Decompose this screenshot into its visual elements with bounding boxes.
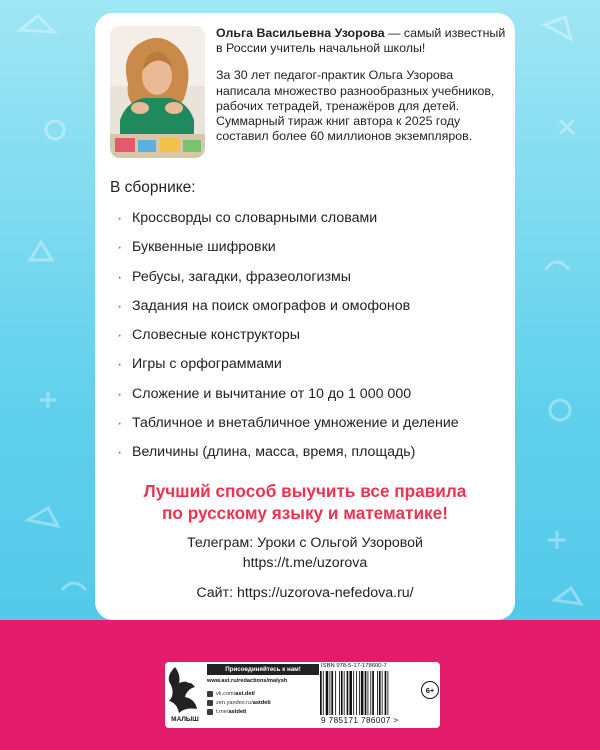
list-item-text: Игры с орфограммами xyxy=(132,356,282,373)
social-icon xyxy=(207,709,213,715)
barcode-number: 9 785171 786007 > xyxy=(321,716,399,725)
isbn: ISBN 978-5-17-178600-7 xyxy=(321,663,387,669)
social-link[interactable] xyxy=(207,698,271,707)
list-item-text: Задания на поиск омографов и омофонов xyxy=(132,297,411,314)
contents-list xyxy=(117,210,459,474)
telegram-link[interactable]: https://t.me/uzorova xyxy=(242,555,368,571)
bullet-icon: · xyxy=(117,385,123,403)
website-link[interactable]: Сайт: https://uzorova-nefedova.ru/ xyxy=(196,585,414,601)
contents-title: В сборнике: xyxy=(110,179,196,196)
list-item-text: Величины (длина, масса, время, площадь) xyxy=(132,444,416,461)
list-item-text: Ребусы, загадки, фразеологизмы xyxy=(132,268,351,285)
social-link-prefix: zen.yandex.ru/ xyxy=(216,699,253,706)
slogan-line: по русскому языку и математике! xyxy=(162,503,448,523)
social-icon xyxy=(207,691,213,697)
social-links xyxy=(207,689,271,716)
list-item xyxy=(117,239,459,268)
social-link-handle: astdeti xyxy=(252,699,271,706)
social-link-prefix: vk.com/ xyxy=(216,690,236,697)
author-bio-text: За 30 лет педагог-практик Ольга Узорова написала множество разнообразных учебников, рабочих тетрадей, тренажёров для детей. xyxy=(216,68,495,113)
list-item-text: Сложение и вычитание от 10 до 1 000 000 xyxy=(132,385,412,402)
list-item-text: Словесные конструкторы xyxy=(132,327,300,344)
barcode xyxy=(318,671,418,715)
social-icon xyxy=(207,700,213,706)
author-name: Ольга Васильевна Узорова xyxy=(216,26,385,40)
publisher-logo-text: МАЛЫШ xyxy=(171,716,199,723)
age-rating-badge: 6+ xyxy=(421,681,439,699)
slogan xyxy=(95,480,515,524)
list-item xyxy=(117,327,459,356)
bullet-icon: · xyxy=(117,239,123,257)
author-circulation-text: Суммарный тираж книг автора к 2025 году составил более 60 миллионов экземпляров. xyxy=(216,114,473,144)
list-item xyxy=(117,386,459,415)
bullet-icon: · xyxy=(117,444,123,462)
list-item xyxy=(117,269,459,298)
list-item-text: Буквенные шифровки xyxy=(132,239,276,256)
social-link-handle: ast.deti xyxy=(235,690,255,697)
social-link[interactable] xyxy=(207,689,271,698)
bullet-icon: · xyxy=(117,210,123,227)
bullet-icon: · xyxy=(117,297,123,315)
author-photo xyxy=(110,26,205,158)
social-link-handle: astdeti xyxy=(228,708,247,715)
slogan-line: Лучший способ выучить все правила xyxy=(143,481,467,501)
author-bio xyxy=(216,26,508,144)
bullet-icon: · xyxy=(117,268,123,286)
list-item-text: Кроссворды со словарными словами xyxy=(132,210,378,226)
bullet-icon: · xyxy=(117,356,123,374)
bullet-icon: · xyxy=(117,415,123,433)
telegram-label: Телеграм: Уроки с Ольгой Узоровой xyxy=(187,535,423,551)
author-intro xyxy=(216,26,508,56)
list-item xyxy=(117,444,459,473)
join-banner: Присоединяйтесь к нам! xyxy=(207,664,319,675)
bullet-icon: · xyxy=(117,327,123,345)
list-item-text: Табличное и внетабличное умножение и деление xyxy=(132,415,459,432)
list-item xyxy=(117,415,459,444)
publisher-website[interactable]: www.ast.ru/redactions/malysh xyxy=(207,678,288,684)
list-item xyxy=(117,210,459,239)
list-item xyxy=(117,356,459,385)
social-link-prefix: t.me/ xyxy=(216,708,229,715)
social-link[interactable] xyxy=(207,707,271,716)
list-item xyxy=(117,298,459,327)
contact-links xyxy=(95,533,515,603)
author-intro-text: — самый известный в России учитель начальной школы! xyxy=(216,26,506,56)
